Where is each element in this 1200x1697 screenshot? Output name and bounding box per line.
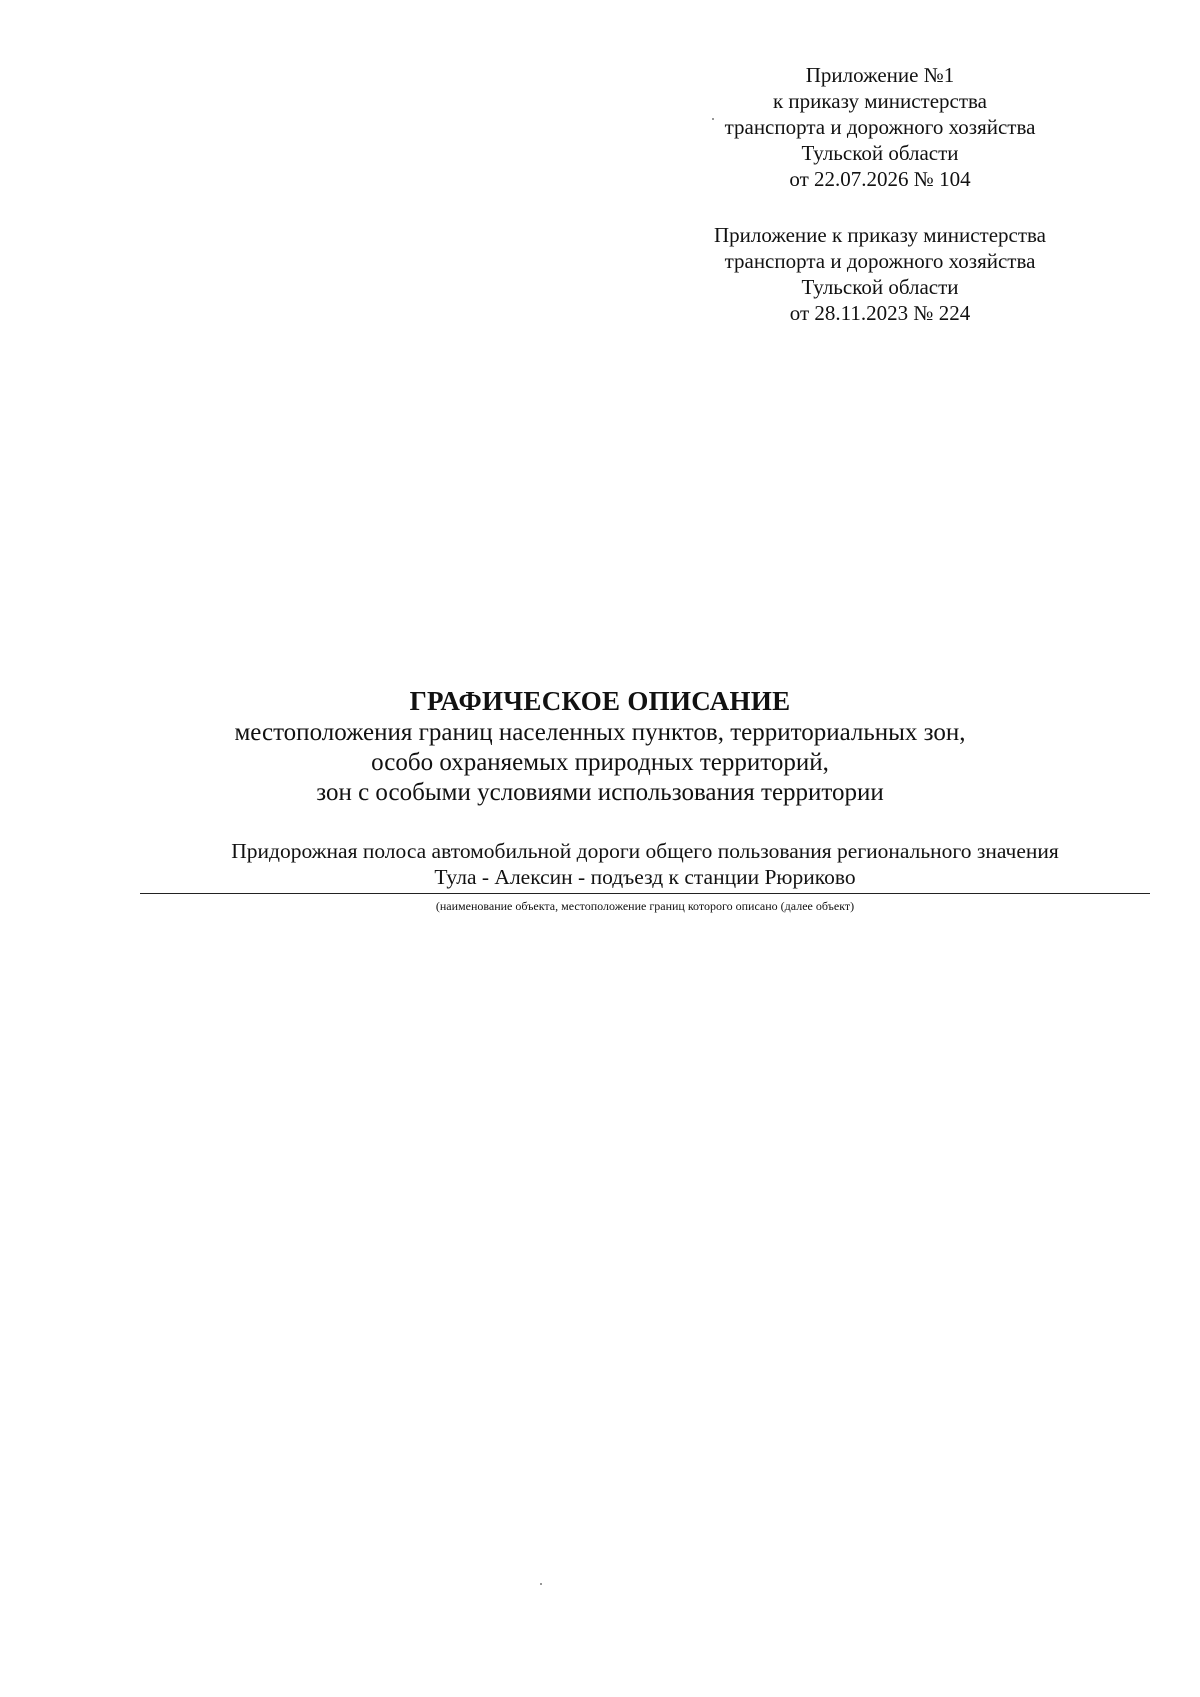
appendix-2-line: транспорта и дорожного хозяйства (724, 249, 1036, 273)
object-underline (140, 893, 1150, 894)
appendix-2-line: Тульской области (801, 275, 959, 299)
title-block (120, 684, 1080, 808)
appendix-2-date-number: от 28.11.2023 № 224 (789, 301, 971, 325)
document-subtitle-line: зон с особыми условиями использования территории (316, 779, 884, 806)
appendix-1-header (680, 62, 1080, 192)
appendix-1-line: Тульской области (801, 141, 959, 165)
document-subtitle-line: местоположения границ населенных пунктов, территориальных зон, (234, 719, 966, 746)
object-name-line: Придорожная полоса автомобильной дороги общего пользования регионального значения (231, 839, 1059, 863)
appendix-1-line: Приложение №1 (805, 63, 955, 87)
scan-speck (540, 1583, 542, 1585)
appendix-1-line: транспорта и дорожного хозяйства (724, 115, 1036, 139)
appendix-1-date-number: от 22.07.2026 № 104 (789, 167, 971, 191)
scan-speck (712, 118, 714, 120)
document-title: ГРАФИЧЕСКОЕ ОПИСАНИЕ (409, 686, 791, 716)
appendix-2-line: Приложение к приказу министерства (714, 223, 1046, 247)
appendix-2-header (680, 222, 1080, 326)
appendix-1-line: к приказу министерства (772, 89, 988, 113)
object-name-line: Тула - Алексин - подъезд к станции Рюриково (434, 865, 856, 889)
object-name-block (140, 838, 1150, 890)
object-caption: (наименование объекта, местоположение границ которого описано (далее объект) (435, 899, 855, 913)
document-subtitle-line: особо охраняемых природных территорий, (371, 749, 829, 776)
